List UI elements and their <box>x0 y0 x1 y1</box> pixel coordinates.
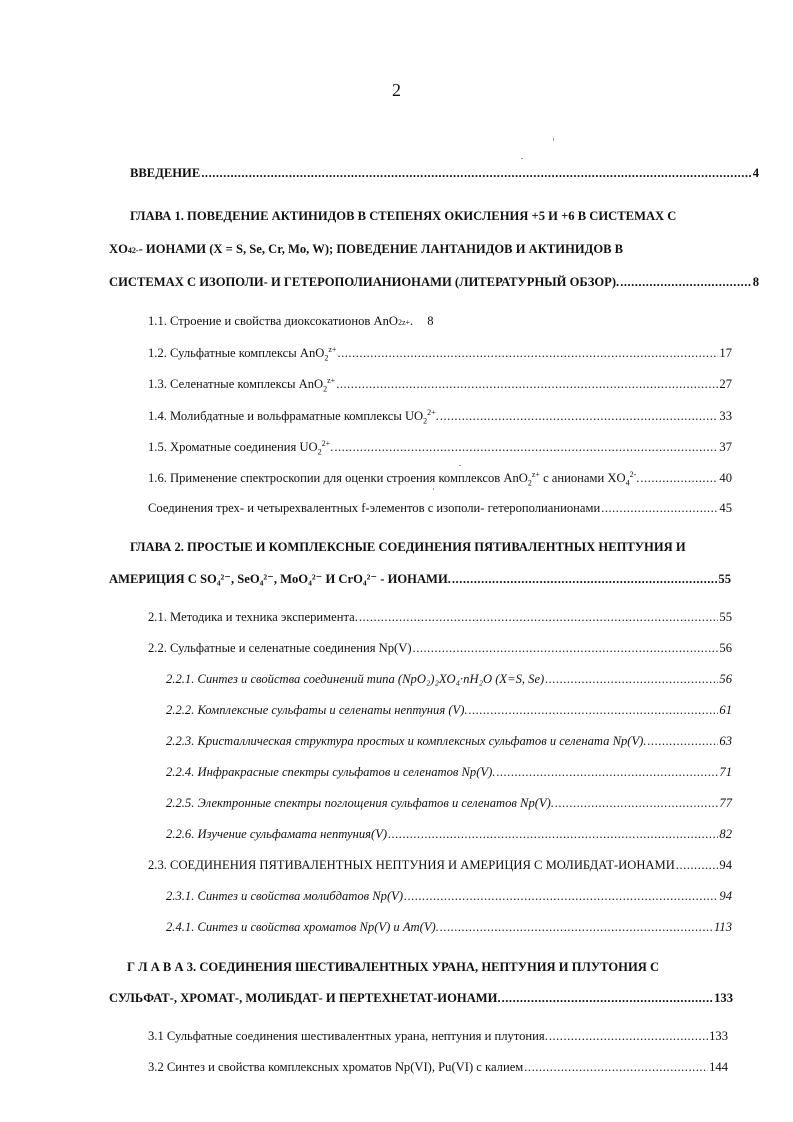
toc-item-page: 82 <box>719 827 732 841</box>
toc-item-page: 33 <box>719 409 732 424</box>
toc-item-label: 2.2.4. Инфракрасные спектры сульфатов и селенатов Np(V). <box>166 765 496 779</box>
toc-item-1-6[interactable]: 1.6. Применение спектроскопии для оценки строения комплексов AnO$_2^{z+}$ с анионами $XO_4^{2-}$. ..... 40 <box>148 470 732 488</box>
toc-intro-label: ВВЕДЕНИЕ <box>130 166 201 180</box>
toc-item-page: 8 <box>427 314 434 328</box>
toc-item-label: 2.2. Сульфатные и селенатные соединения Np(V) <box>148 641 412 655</box>
toc-item-page: 56 <box>719 641 732 655</box>
leader-dots <box>502 991 713 1006</box>
chapter3-page: 133 <box>714 991 733 1005</box>
toc-item-2-2-4[interactable] <box>166 765 732 780</box>
chapter1-xo: XO <box>109 242 128 256</box>
toc-item-label: 2.2.3. Кристаллическая структура простых и комплексных сульфатов и селената Np(V). <box>166 734 647 748</box>
toc-item-2-2-3[interactable] <box>166 734 732 749</box>
toc-item-page: 94 <box>719 889 732 903</box>
leader-dots <box>452 572 718 587</box>
chapter3-title-line1[interactable]: Г Л А В А 3. СОЕДИНЕНИЯ ШЕСТИВАЛЕНТНЫХ УРАНА, НЕПТУНИЯ И ПЛУТОНИЯ С <box>127 960 660 974</box>
toc-item-label: 3.2 Синтез и свойства комплексных хроматов Np(VI), Pu(VI) с калием <box>148 1060 524 1074</box>
toc-item-tail: . <box>636 471 640 486</box>
toc-item-page: 77 <box>719 796 732 810</box>
chapter3-title-line2[interactable] <box>109 991 733 1006</box>
toc-item-label: 1.1. Строение и свойства диоксокатионов AnO <box>148 314 398 328</box>
leader-dots <box>469 703 719 718</box>
leader-dots <box>555 796 718 811</box>
leader-dots <box>640 471 718 486</box>
toc-item-label: 3.1 Сульфатные соединения шестивалентных урана, нептуния и плутония. <box>148 1029 548 1043</box>
toc-item-sup: z+ <box>401 318 411 327</box>
toc-item-sup: z+ <box>327 376 336 385</box>
leader-dots <box>359 610 719 625</box>
leader-dots <box>413 641 719 656</box>
toc-item-label: 1.2. Сульфатные комплексы AnO <box>148 346 325 361</box>
leader-dots <box>648 734 719 749</box>
leader-dots <box>440 409 719 424</box>
toc-item-2-2-1[interactable] <box>166 672 732 687</box>
leader-dots <box>334 440 718 455</box>
toc-item-label: 1.5. Хроматные соединения UO <box>148 440 318 455</box>
toc-item-page: 113 <box>714 920 732 934</box>
leader-dots <box>601 501 718 516</box>
chapter1-title-line1[interactable]: ГЛАВА 1. ПОВЕДЕНИЕ АКТИНИДОВ В СТЕПЕНЯХ ОКИСЛЕНИЯ +5 И +6 В СИСТЕМАХ С <box>130 209 677 223</box>
toc-item-label: 2.2.1. Синтез и свойства соединений типа (NpO₂)₂XO₄·nH₂O (X=S, Se) <box>166 672 545 686</box>
chapter1-title-line2-rest: - ИОНАМИ (X = S, Se, Cr, Mo, W); ПОВЕДЕНИЕ ЛАНТАНИДОВ И АКТИНИДОВ В <box>138 242 624 256</box>
toc-item-page: 17 <box>719 346 732 361</box>
toc-item-tail: . <box>410 314 414 328</box>
scan-speck <box>553 138 554 141</box>
toc-intro[interactable] <box>130 166 759 181</box>
toc-item-tail: с анионами XO <box>539 471 626 486</box>
toc-item-label: 2.3. СОЕДИНЕНИЯ ПЯТИВАЛЕНТНЫХ НЕПТУНИЯ И АМЕРИЦИЯ С МОЛИБДАТ-ИОНАМИ <box>148 858 675 872</box>
leader-dots <box>336 377 718 392</box>
leader-dots <box>201 166 751 181</box>
leader-dots <box>620 275 752 290</box>
toc-item-1-4[interactable]: 1.4. Молибдатные и вольфраматные комплексы $UO_2^{2+}$. ..... 33 <box>148 408 732 426</box>
chapter2-title-line2[interactable] <box>109 571 731 587</box>
scan-speck <box>459 465 461 466</box>
toc-item-label: 1.6. Применение спектроскопии для оценки строения комплексов AnO <box>148 471 528 486</box>
page-number: 2 <box>392 80 401 100</box>
leader-dots <box>549 1029 708 1044</box>
toc-item-sup: z+ <box>328 345 337 354</box>
toc-item-tail: . <box>330 440 334 455</box>
toc-item-page: 55 <box>719 610 732 624</box>
toc-item-2-3-1[interactable] <box>166 889 732 904</box>
toc-item-sup: z+ <box>531 470 540 479</box>
toc-item-2-2-5[interactable] <box>166 796 732 811</box>
toc-item-1-7[interactable] <box>148 501 732 516</box>
chapter1-page: 8 <box>752 275 759 289</box>
toc-item-1-5[interactable]: 1.5. Хроматные соединения $UO_2^{2+}$. ..... 37 <box>148 439 732 457</box>
toc-item-sup: 2- <box>629 470 637 479</box>
scan-speck <box>433 488 434 490</box>
toc-item-sup: 2+ <box>321 439 331 448</box>
chapter2-title-line2-text: АМЕРИЦИЯ С SO₄²⁻, SeO₄²⁻, MoO₄²⁻ И CrO₄²⁻ - ИОНАМИ. <box>109 572 451 586</box>
toc-item-label: 2.2.5. Электронные спектры поглощения сульфатов и селенатов Np(V). <box>166 796 554 810</box>
toc-item-sup: 2+ <box>427 408 436 417</box>
toc-item-2-1[interactable] <box>148 610 732 625</box>
toc-item-page: 94 <box>719 858 732 872</box>
toc-item-label: 2.2.2. Комплексные сульфаты и селенаты нептуния (V). <box>166 703 468 717</box>
toc-item-label: 1.3. Селенатные комплексы AnO <box>148 377 324 392</box>
toc-item-label: Соединения трех- и четырехвалентных f-элементов с изополи- гетерополианионами <box>148 501 601 515</box>
chapter1-title-line3[interactable] <box>109 275 759 290</box>
leader-dots <box>524 1060 708 1075</box>
toc-item-3-2[interactable] <box>148 1060 728 1075</box>
chapter1-title-line3-text: СИСТЕМАХ С ИЗОПОЛИ- И ГЕТЕРОПОЛИАНИОНАМИ (ЛИТЕРАТУРНЫЙ ОБЗОР). <box>109 275 620 289</box>
leader-dots <box>404 889 718 904</box>
toc-item-page: 37 <box>719 440 732 455</box>
toc-item-label: 1.4. Молибдатные и вольфраматные комплексы UO <box>148 409 424 424</box>
leader-dots <box>388 827 718 842</box>
leader-dots <box>496 765 718 780</box>
toc-item-2-4-1[interactable] <box>166 920 732 935</box>
leader-dots <box>440 920 713 935</box>
leader-dots <box>337 346 718 361</box>
toc-item-2-2[interactable] <box>148 641 732 656</box>
toc-item-1-2[interactable]: 1.2. Сульфатные комплексы AnO$_2^{z+}$ ..... 17 <box>148 345 732 363</box>
leader-dots <box>676 858 719 873</box>
toc-item-label: 2.1. Методика и техника эксперимента. <box>148 610 358 624</box>
chapter2-title-line1[interactable]: ГЛАВА 2. ПРОСТЫЕ И КОМПЛЕКСНЫЕ СОЕДИНЕНИЯ ПЯТИВАЛЕНТНЫХ НЕПТУНИЯ И <box>130 540 686 554</box>
toc-item-label: 2.2.6. Изучение сульфамата нептуния(V) <box>166 827 388 841</box>
toc-item-page: 56 <box>719 672 732 686</box>
toc-item-2-2-6[interactable] <box>166 827 732 842</box>
toc-item-page: 71 <box>719 765 732 779</box>
chapter2-page: 55 <box>718 572 731 586</box>
chapter1-title-line2[interactable]: XO 4 2- - ИОНАМИ (X = S, Se, Cr, Mo, W); ПОВЕДЕНИЕ ЛАНТАНИДОВ И АКТИНИДОВ В <box>109 242 624 256</box>
toc-item-page: 45 <box>719 501 732 515</box>
toc-item-2-2-2[interactable] <box>166 703 732 718</box>
toc-item-label: 2.4.1. Синтез и свойства хроматов Np(V) и Am(V). <box>166 920 439 934</box>
toc-item-1-1[interactable]: 1.1. Строение и свойства диоксокатионов AnO 2 z+ . 8 <box>148 314 434 328</box>
toc-item-page: 61 <box>719 703 732 717</box>
toc-intro-page: 4 <box>752 166 759 180</box>
toc-item-page: 40 <box>719 471 732 486</box>
toc-item-page: 27 <box>719 377 732 392</box>
toc-item-tail: . <box>435 409 439 424</box>
scan-speck <box>521 158 523 159</box>
toc-item-page: 133 <box>709 1029 728 1043</box>
toc-item-1-3[interactable]: 1.3. Селенатные комплексы AnO$_2^{z+}$ ..... 27 <box>148 376 732 394</box>
chapter3-title-line2-text: СУЛЬФАТ-, ХРОМАТ-, МОЛИБДАТ- И ПЕРТЕХНЕТАТ-ИОНАМИ. <box>109 991 501 1005</box>
toc-item-page: 144 <box>709 1060 728 1074</box>
toc-item-3-1[interactable] <box>148 1029 728 1044</box>
toc-item-page: 63 <box>719 734 732 748</box>
toc-item-2-3[interactable] <box>148 858 732 873</box>
leader-dots <box>545 672 718 687</box>
toc-item-label: 2.3.1. Синтез и свойства молибдатов Np(V) <box>166 889 404 903</box>
